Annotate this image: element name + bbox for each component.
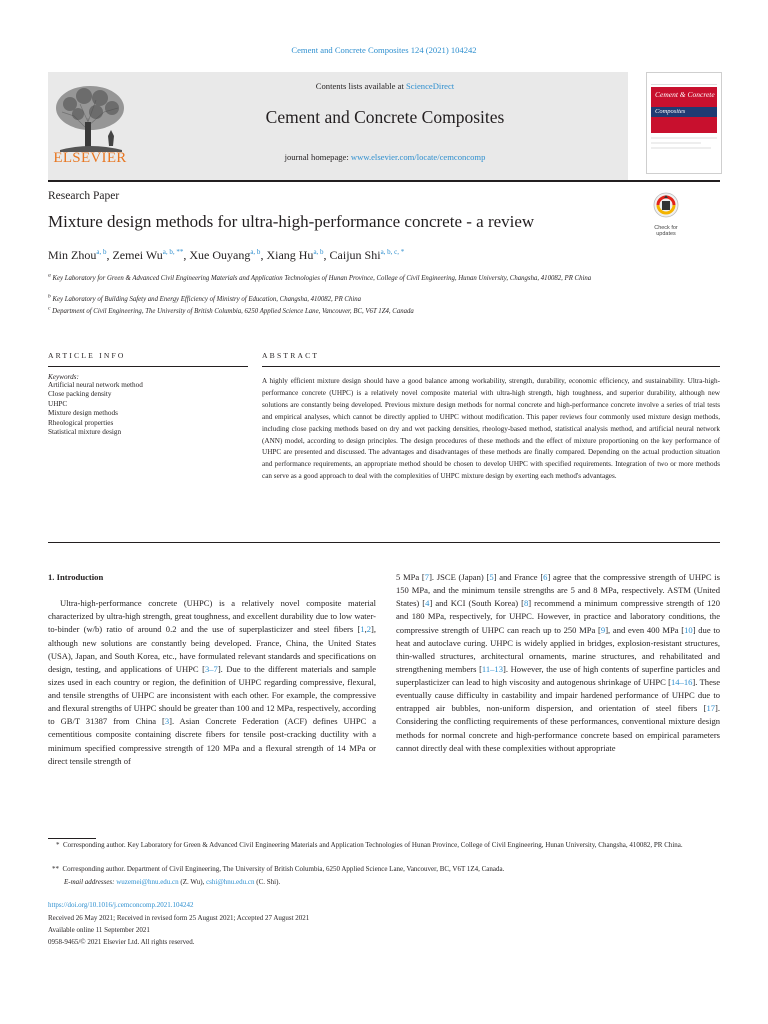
check-updates-line1: Check for (654, 225, 678, 231)
intro-paragraph-continued: 5 MPa [7]. JSCE (Japan) [5] and France [6] agree that the compressive strength of UHPC is 150 MPa, and the minimum tensile strengths are 5 and 8 MPa, respectively. ASTM (United States) [4] and KCI (South Korea) [8] recommend a minimum compressive strength of 120 and 180 MPa, respectively, for UHPC. However, in practice and laboratory conditions, the compressive strength of UHPC can reach up to 250 MPa [9], and even 400 MPa [10] due to heat and autoclave curing. UHPC is widely applied in bridges, explosion-resistant structures, thin-walled structures, architectural ornaments, marine structures, and rehabilitated and strengthening members [11–13]. However, the use of high contents of superfine particles and superplasticizer can lead to high viscosity and autogenous shrinkage of UHPC [14–16]. These eventually cause difficulty in castability and impair hardened performance of UHPC due to entrapped air bubbles, non-uniform dispersion, and orientation of steel fibers [17]. Considering the conflicting requirements of these performances, conventional mixture design methods for normal concrete and high-performance concrete based on empirical parameters cannot directly deal with these complexities without appropriate (396, 572, 720, 753)
author-affil-marks[interactable]: a, b (250, 248, 261, 256)
affiliation-mark: c (48, 305, 51, 312)
reference-link[interactable]: 10 (684, 624, 693, 635)
reference-link[interactable]: 14–16 (671, 677, 693, 687)
check-for-updates-icon (643, 190, 689, 220)
footnote-emails (48, 877, 736, 888)
journal-homepage (140, 152, 630, 162)
author-affil-marks[interactable]: a, b, ** (162, 248, 184, 256)
keyword[interactable]: Close packing density (48, 390, 112, 399)
reference-link[interactable]: 3 (164, 716, 170, 727)
keywords-block (48, 373, 248, 437)
homepage-link[interactable]: www.elsevier.com/locate/cemconcomp (350, 152, 486, 162)
header-rule (48, 180, 720, 182)
footnote-text: Corresponding author. Key Laboratory for Green & Advanced Civil Engineering Materials and Application Technologies of Hunan Province, College of Civil Engineering, Hunan University, Changsha, 410082, PR China. (63, 841, 683, 849)
email-link-shi[interactable]: cshi@hnu.edu.cn (206, 878, 255, 886)
reference-link[interactable]: 9 (600, 624, 606, 635)
reference-link[interactable]: 6 (543, 572, 548, 582)
author-affil-marks[interactable]: a, b, c, * (380, 248, 405, 256)
abstract-text: A highly efficient mixture design should have a good balance among workability, strength, durability, economic efficiency, and sustainability. Ultra-high-performance concrete (UHPC) is a relatively novel composite material with ultra-high strength, high toughness, and superior durability, although new solutions are constantly being developed. Previous mixture design methods for normal concrete and high-performance concrete involve a series of trial tests and empirical analyses, which cannot be directly applied to UHPC without modification. This paper reviews four commonly used mixture design methods, including close packing methods based on dry and wet packing densities, rheology-based method, statistical analysis method, and artificial neural network (ANN) model, according to design principles. The design procedures of these methods and the effect of mixture proportioning on the key performance of UHPC are presented and discussed. The advantages and disadvantages of these methods are finally compared. Depending on the actual production situation and performance requirements, an appropriate method should be chosen to develop UHPC with specified requirements. Integration of two or more methods can serve as a good approach to deal with the complexities of UHPC mixture design by exerting each method's advantages. (262, 377, 720, 481)
author-list: Min Zhou$^{a, b}$, Zemei $Wu^{a, b, **}$, Xue Ouyang$^{a, b}$, Xiang Hu$^{a, b}$, Caijun Shi$^{a, b, c, *}$ (48, 248, 405, 262)
author-name[interactable]: Xue Ouyang (189, 248, 251, 262)
email-link-wu[interactable]: wuzemei@hnu.edu.cn (116, 878, 179, 886)
abstract-rule (262, 366, 720, 367)
article-type: Research Paper (48, 190, 120, 202)
sciencedirect-link[interactable]: ScienceDirect (406, 81, 455, 91)
affiliation-text: Department of Civil Engineering, The University of British Columbia, 6250 Applied Science Lane, Vancouver, BC, V6T 1Z4, Canada (52, 308, 414, 315)
reference-link[interactable]: 11–13 (481, 663, 503, 674)
copyright-line: 0958-9465/© 2021 Elsevier Ltd. All rights reserved. (48, 938, 195, 946)
affiliation-mark: a (48, 272, 51, 279)
keyword[interactable]: Rheological properties (48, 418, 114, 427)
author-name[interactable]: Zemei Wu (112, 248, 163, 262)
check-updates-line2: updates (656, 231, 676, 237)
intro-left-column (48, 571, 376, 768)
author-name[interactable]: Min Zhou (48, 248, 97, 262)
author-name[interactable]: Xiang Hu (266, 248, 314, 262)
email-label: E-mail addresses: (64, 878, 115, 886)
publisher-wordmark: ELSEVIER (53, 150, 127, 166)
reference-link[interactable]: 8 (523, 598, 529, 609)
footnote-mark: * (56, 841, 60, 849)
author-affil-marks[interactable]: a, b (96, 248, 107, 256)
article-title: Mixture design methods for ultra-high-performance concrete - a review (48, 212, 535, 231)
reference-link[interactable]: 17 (706, 703, 716, 714)
affiliation-mark: b (48, 293, 51, 300)
footnote-corresponding-2 (48, 864, 720, 875)
keyword[interactable]: Mixture design methods (48, 409, 118, 418)
affiliation-a (48, 274, 720, 285)
affiliation-text: Key Laboratory of Building Safety and Energy Efficiency of Ministry of Education, Changsha, 410082, PR China (52, 296, 362, 303)
reference-link[interactable]: 3–7 (204, 663, 218, 674)
intro-paragraph: Ultra-high-performance concrete (UHPC) is a relatively novel composite material characterized by ultra-high strength, great toughness, and excellent durability due to low water-to-binder (w/b) ratio of around 0.2 and the use of superplasticizer and steel fibers [1,2], although new solutions are constantly being developed. France, China, the United States (USA), Japan, and South Korea, etc., have formulated relevant standards and specifications on design, testing, and applications of UHPC [3–7]. Due to the different materials and sample sizes used in each country or region, the definition of UHPC regarding compressive, flexural, and tensile strengths of UHPC are inconsistent with each other. For example, the compressive and flexural strengths of UHPC should be greater than 100 and 12 MPa, respectively, according to GB/T 31387 from China [3]. Asian Concrete Federation (ACF) defines UHPC a cementitious composite containing discrete fibers for tensile post-cracking ductility with a minimum specified compressive strength of 120 MPa and a flexural strength of 14 MPa or direct tensile strength of (48, 598, 377, 766)
reference-link[interactable]: 4 (425, 598, 430, 609)
contents-availability (140, 81, 630, 91)
article-info-rule (48, 366, 248, 367)
doi-link[interactable]: https://doi.org/10.1016/j.cemconcomp.2021.104242 (48, 901, 194, 909)
article-info-heading: ARTICLE INFO (48, 351, 126, 360)
cover-top-strip (651, 76, 717, 85)
footnote-corresponding-1 (48, 840, 720, 851)
keyword[interactable]: Statistical mixture design (48, 428, 122, 437)
email-owner: (Z. Wu), (178, 878, 207, 886)
author-name[interactable]: Caijun Shi (329, 248, 381, 262)
keywords-label: Keywords: (48, 373, 79, 381)
homepage-prefix: journal homepage: (284, 152, 351, 162)
affiliation-b (48, 295, 720, 306)
received-dates: Received 26 May 2021; Received in revised form 25 August 2021; Accepted 27 August 2021 (48, 914, 310, 922)
keyword[interactable]: Artificial neural network method (48, 381, 143, 389)
email-owner: (C. Shi). (254, 878, 281, 886)
contents-prefix: Contents lists available at (315, 81, 406, 91)
reference-link[interactable]: 7 (424, 572, 430, 582)
intro-heading: 1. Introduction (48, 572, 104, 582)
affiliation-text: Key Laboratory for Green & Advanced Civil Engineering Materials and Application Technologies of Hunan Province, College of Civil Engineering, Hunan University, Changsha, 410082, PR China (52, 275, 592, 282)
intro-right-column (396, 571, 720, 755)
journal-title: Cement and Concrete Composites (265, 107, 505, 127)
abstract-heading: ABSTRACT (262, 351, 320, 360)
available-online-date: Available online 11 September 2021 (48, 926, 150, 934)
reference-link[interactable]: 2 (366, 624, 372, 635)
affiliation-c (48, 307, 720, 318)
reference-link[interactable]: 1 (360, 624, 365, 635)
author-affil-marks[interactable]: a, b (313, 248, 324, 256)
cover-title: Cement & Concrete (655, 90, 715, 99)
journal-cover-thumbnail[interactable] (646, 72, 722, 174)
journal-citation[interactable]: Cement and Concrete Composites 124 (2021) 104242 (291, 45, 477, 55)
footnote-rule (48, 838, 96, 839)
footnote-text: Corresponding author. Department of Civil Engineering, The University of British Columbia, 6250 Applied Science Lane, Vancouver, BC, V6T 1Z4, Canada. (62, 865, 505, 873)
reference-link[interactable]: 5 (489, 572, 494, 582)
footnote-mark: ** (52, 865, 59, 873)
cover-blue-band (651, 107, 717, 117)
keyword[interactable]: UHPC (48, 399, 68, 408)
abstract-bottom-rule (48, 542, 720, 543)
check-for-updates-badge[interactable] (643, 190, 689, 236)
cover-subtitle: Composites (655, 108, 686, 115)
